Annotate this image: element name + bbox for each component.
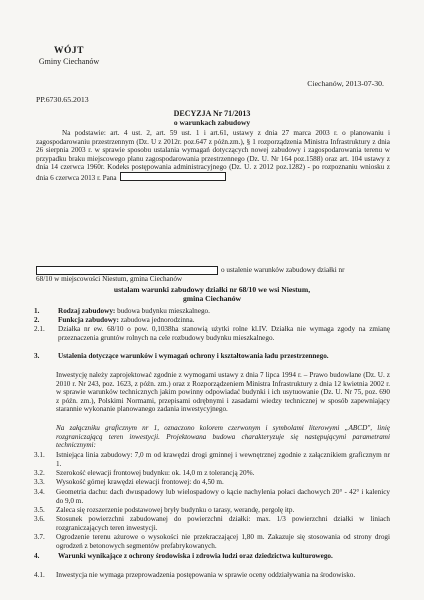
item-text: Wysokość górnej krawędzi elewacji frontowej: do 4,50 m. xyxy=(56,478,224,486)
item-number: 3.7. xyxy=(34,533,45,541)
item-text: Stosunek powierzchni zabudowanej do powierzchni działki: max. 1/3 powierzchni działki w liniach rozgraniczających teren inwestycji. xyxy=(56,515,390,532)
legal-basis-tail xyxy=(36,266,390,284)
item-label: Ustalenia dotyczące warunków i wymagań ochrony i kształtowania ładu przestrzennego. xyxy=(58,352,329,360)
section-title xyxy=(0,285,424,303)
item-number: 4.1. xyxy=(34,571,45,579)
item-label: Warunki wynikające z ochrony środowiska i zdrowia ludzi oraz dziedzictwa kulturowego. xyxy=(58,552,333,560)
item-number: 3.1. xyxy=(34,451,45,459)
item-3-1 xyxy=(34,451,390,468)
item-text: budowa budynku mieszkalnego. xyxy=(117,307,210,315)
document-date: Ciechanów, 2013-07-30. xyxy=(307,79,384,88)
item-text: Ogrodzenie terenu ażurowe o wysokości nie przekraczającej 1,80 m. Zakazuje się stosowania od strony drogi ogrodzeń z betonowych segmentów prefabrykowanych. xyxy=(56,533,390,550)
item-text: Istniejąca linia zabudowy: 7,0 m od krawędzi drogi gminnej i wewnętrznej zgodnie z załącznikiem graficznym nr 1. xyxy=(56,451,390,468)
item-number: 3.6. xyxy=(34,515,45,523)
item-number: 3.4. xyxy=(34,488,45,496)
basis-tail-line2: 68/10 w miejscowości Niestum, gmina Ciechanów xyxy=(36,275,183,283)
item-4 xyxy=(34,552,390,561)
item-number: 4. xyxy=(34,552,40,560)
item-number: 3.2. xyxy=(34,469,45,477)
item-text: Szerokość elewacji frontowej budynku: ok. 14,0 m z tolerancją 20%. xyxy=(56,469,255,477)
item-text: Zaleca się rozszerzenie podstawowej bryły budynku o tarasy, werandę, pergolę itp. xyxy=(56,506,295,514)
item-2-1 xyxy=(34,325,390,342)
item-text: Geometria dachu: dach dwuspadowy lub wielospadowy o kącie nachylenia połaci dachowych 20° - 42° i kalenicy do 9,0 m. xyxy=(56,488,390,505)
item-3-6 xyxy=(34,515,390,532)
item-label: Rodzaj zabudowy: xyxy=(58,307,116,315)
section-title-line2: gmina Ciechanów xyxy=(182,294,241,303)
item-3-7 xyxy=(34,533,390,550)
item-number: 3.5. xyxy=(34,506,45,514)
item-3-2 xyxy=(34,469,390,478)
item-text: Inwestycja nie wymaga przeprowadzenia postępowania w sprawie oceny oddziaływania na środowisko. xyxy=(56,571,356,579)
item-3-5 xyxy=(34,506,390,515)
item-3-4 xyxy=(34,488,390,505)
legal-basis-paragraph xyxy=(36,129,390,183)
item-3-3 xyxy=(34,478,390,487)
section-title-line1: ustalam warunki zabudowy działki nr 68/10 we wsi Niestum, xyxy=(113,285,311,294)
basis-tail-line1: o ustalenie warunków zabudowy działki nr xyxy=(221,266,345,275)
item-4-1 xyxy=(34,571,390,580)
item-3 xyxy=(34,352,390,361)
item-3-attachment-note: Na załączniku graficznym nr 1, oznaczono kolorem czerwonym i symbolami literowymi „ABCD", linię rozgraniczającą teren inwestycji. Projektowana budowa charakteryzuje się następującymi parametrami technicznymi: xyxy=(56,424,390,450)
item-number: 2. xyxy=(34,316,40,324)
item-number: 3.3. xyxy=(34,478,45,486)
redacted-name xyxy=(120,172,226,181)
item-text: zabudowa jednorodzinna. xyxy=(120,316,195,324)
reference-number: PP.6730.65.2013 xyxy=(36,95,89,104)
item-number: 3. xyxy=(34,352,40,360)
item-2 xyxy=(34,316,390,325)
issuer-stamp xyxy=(24,46,114,67)
item-1 xyxy=(34,307,390,316)
item-number: 2.1. xyxy=(34,325,45,333)
item-text: Działka nr ew. 68/10 o pow. 0,1038ha stanowią użytki rolne kl.IV. Działka nie wymaga zgody na zmianę przeznaczenia gruntów rolnych na cele rozbudowy budynku mieszkalnego. xyxy=(58,325,390,342)
decision-title: DECYZJA Nr 71/2013 xyxy=(173,109,251,118)
stamp-subtitle: Gminy Ciechanów xyxy=(38,57,100,66)
item-3-text: Inwestycję należy zaprojektować zgodnie z wymogami ustawy z dnia 7 lipca 1994 r. – Prawo budowlane (Dz. U. z 2010 r. Nr 243, poz. 1623, z późn. zm.) oraz z Rozporządzeniem Ministra Infrastruktury z dnia 12 kwietnia 2002 r. w sprawie warunków technicznych jakim powinny odpowiadać budynki i ich usytuowanie (Dz. U. Nr 75, poz. 690 z późn. zm.), Polskimi Normami, przepisami odrębnymi i zasadami wiedzy technicznej w sposób zapewniający starannie wykonanie planowanego zadania inwestycyjnego. xyxy=(56,371,390,414)
stamp-title: WÓJT xyxy=(54,46,84,56)
item-number: 1. xyxy=(34,307,40,315)
decision-subtitle: o warunkach zabudowy xyxy=(173,118,251,127)
legal-basis-text: Na podstawie: art. 4 ust. 2, art. 59 ust. 1 i art.61, ustawy z dnia 27 marca 2003 r. o planowaniu i zagospodarowaniu przestrzennym (Dz. U z 2012r. poz.647 z późn.zm.), § 1 rozporządzenia Ministra Infrastruktury z dnia 26 sierpnia 2003 r. w sprawie sposobu ustalania wymagań dotyczących nowej zabudowy i zagospodarowania terenu w przypadku braku miejscowego planu zagospodarowania przestrzennego (Dz. U. Nr 164 poz.1588) oraz art. 104 ustawy z dnia 14 czerwca 1960r. Kodeks postępowania administracyjnego (Dz. U. z 2012 poz.1282) - po rozpoznaniu wniosku z dnia 6 czerwca 2013 r. Pana xyxy=(36,129,390,182)
redacted-address xyxy=(36,266,218,275)
item-label: Funkcja zabudowy: xyxy=(58,316,119,324)
